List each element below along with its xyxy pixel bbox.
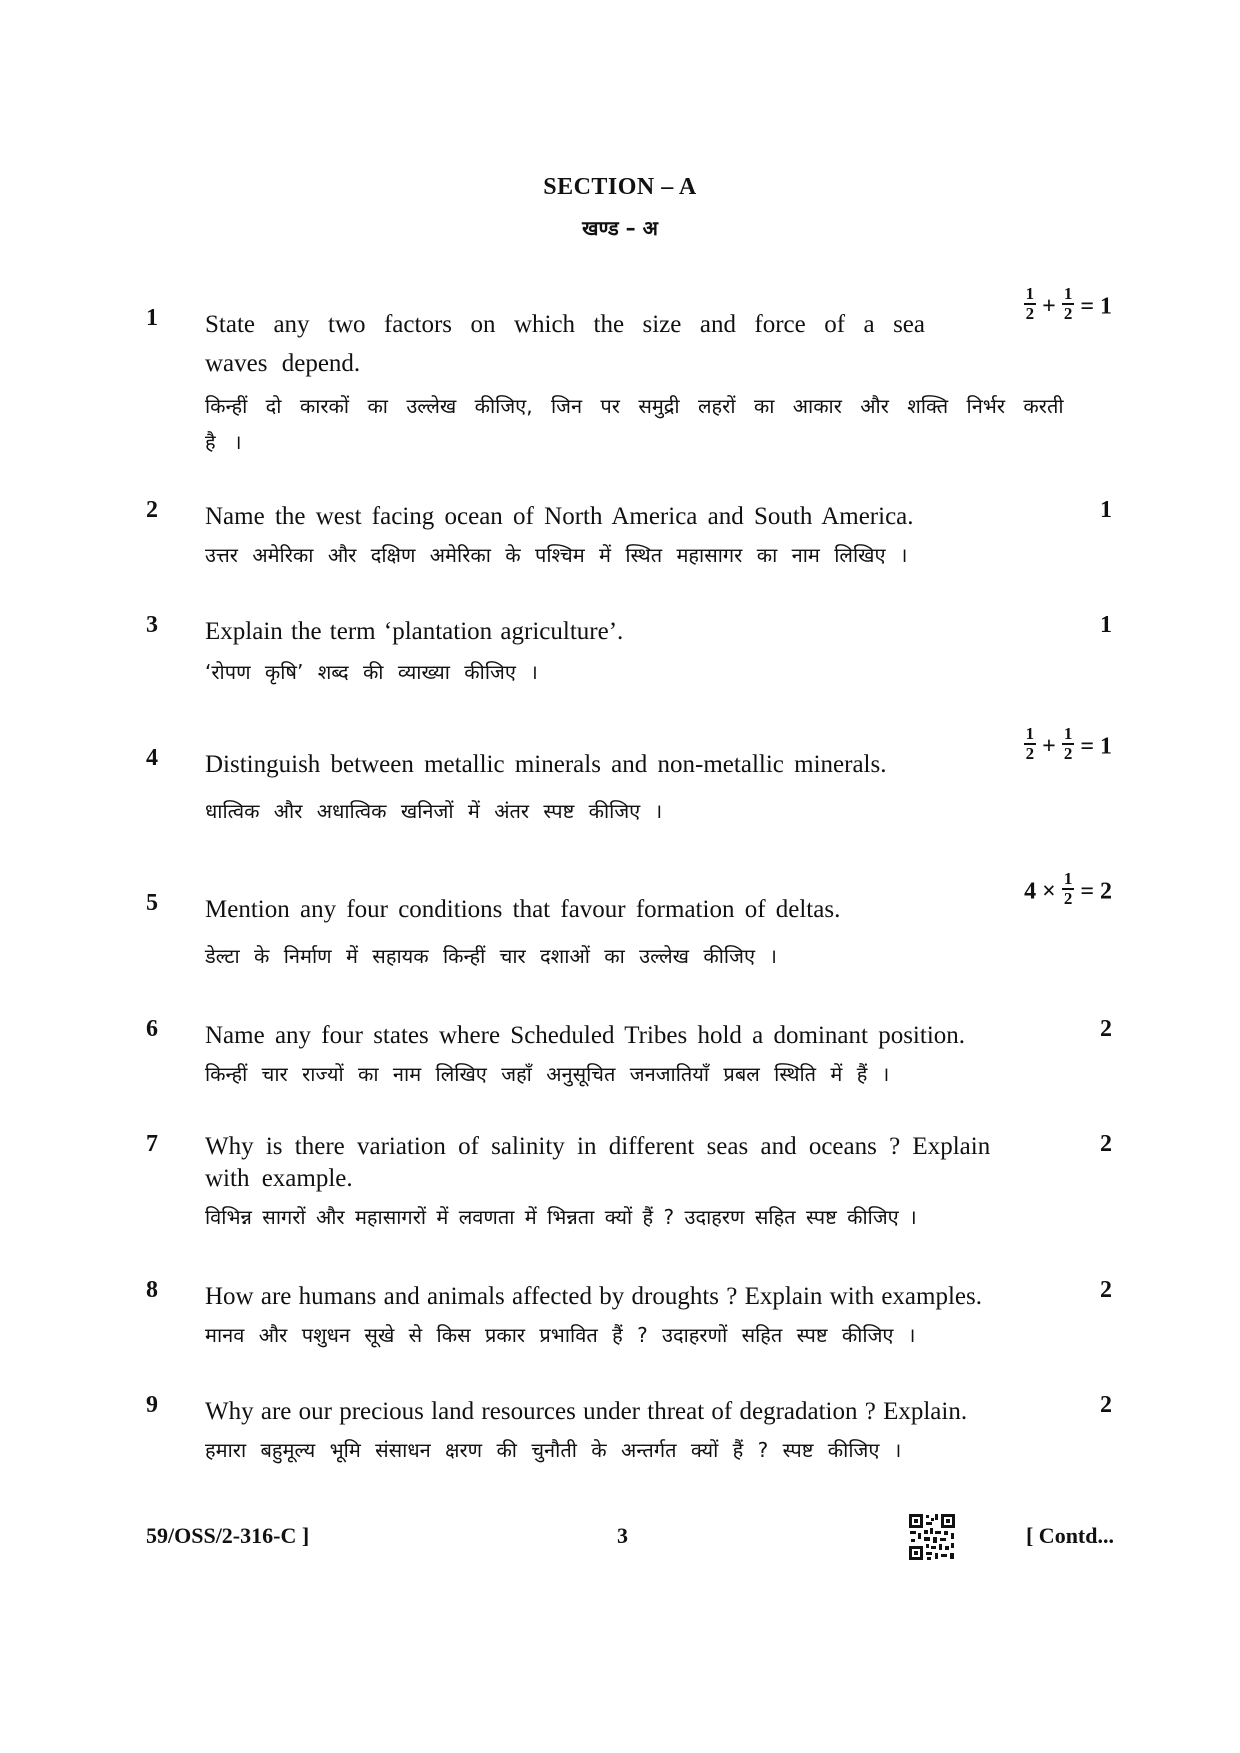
- question-number: 6: [146, 1016, 158, 1042]
- section-title-hindi: खण्ड – अ: [582, 216, 658, 240]
- question-text-hindi: ‘रोपण कृषि’ शब्द की व्याख्या कीजिए ।: [205, 660, 538, 684]
- question-marks: 2: [1100, 1277, 1112, 1303]
- qr-code-icon: [908, 1513, 956, 1561]
- question-text-english: Why are our precious land resources under threat of degradation ? Explain.: [205, 1398, 968, 1425]
- question-marks: 2: [1100, 1016, 1112, 1042]
- question-text-english: Mention any four conditions that favour formation of deltas.: [205, 896, 841, 923]
- fraction-half: $\frac{1}{2}$: [1063, 869, 1073, 908]
- paper-code: 59/OSS/2-316-C ]: [146, 1523, 310, 1548]
- question-text-hindi: धात्विक और अधात्विक खनिजों में अंतर स्पष्ट कीजिए ।: [205, 799, 663, 823]
- question-number: 3: [146, 612, 158, 638]
- question-text-hindi: किन्हीं चार राज्यों का नाम लिखिए जहाँ अनुसूचित जनजातियाँ प्रबल स्थिति में हैं ।: [205, 1062, 890, 1086]
- question-text-hindi: किन्हीं दो कारकों का उल्लेख कीजिए, जिन पर समुद्री लहरों का आकार और शक्ति निर्भर करती है ।: [205, 394, 1064, 454]
- question-marks: $\frac{1}{2}$ + $\frac{1}{2}$ = 1: [1025, 724, 1112, 763]
- question-number: 7: [146, 1131, 158, 1157]
- question-number: 4: [146, 745, 158, 771]
- continued-label: [ Contd...: [1025, 1523, 1114, 1548]
- question-text-hindi: विभिन्न सागरों और महासागरों में लवणता में भिन्नता क्यों हैं ? उदाहरण सहित स्पष्ट कीजिए ।: [205, 1205, 917, 1229]
- question-text-hindi: मानव और पशुधन सूखे से किस प्रकार प्रभावित हैं ? उदाहरणों सहित स्पष्ट कीजिए ।: [205, 1323, 916, 1347]
- question-text-hindi: डेल्टा के निर्माण में सहायक किन्हीं चार दशाओं का उल्लेख कीजिए ।: [205, 944, 777, 968]
- question-text-english: Distinguish between metallic minerals and non-metallic minerals.: [205, 751, 887, 778]
- fraction-half: $\frac{1}{2}$: [1025, 284, 1035, 323]
- question-marks: 1: [1100, 497, 1112, 523]
- question-text-english: How are humans and animals affected by droughts ? Explain with examples.: [205, 1283, 982, 1310]
- question-text-english: Explain the term ‘plantation agriculture’.: [205, 618, 624, 645]
- page-number: 3: [617, 1523, 628, 1548]
- question-text-english: State any two factors on which the size and force of a sea waves depend.: [205, 311, 925, 377]
- section-title: SECTION – A: [543, 174, 697, 200]
- fraction-half: $\frac{1}{2}$: [1063, 724, 1073, 763]
- fraction-half: $\frac{1}{2}$: [1025, 724, 1035, 763]
- question-marks: 4 × $\frac{1}{2}$ = 2: [1024, 869, 1112, 908]
- question-marks: 1: [1100, 612, 1112, 638]
- question-marks: 2: [1100, 1131, 1112, 1157]
- question-text-hindi: हमारा बहुमूल्य भूमि संसाधन क्षरण की चुनौती के अन्तर्गत क्यों हैं ? स्पष्ट कीजिए ।: [205, 1438, 902, 1462]
- question-number: 5: [146, 890, 158, 916]
- question-marks: $\frac{1}{2}$ + $\frac{1}{2}$ = 1: [1025, 284, 1112, 323]
- question-number: 1: [146, 305, 158, 331]
- fraction-half: $\frac{1}{2}$: [1063, 284, 1073, 323]
- question-text-english: Why is there variation of salinity in different seas and oceans ? Explain with example.: [205, 1133, 991, 1192]
- question-marks: 2: [1100, 1392, 1112, 1418]
- question-number: 2: [146, 497, 158, 523]
- question-number: 9: [146, 1392, 158, 1418]
- question-text-english: Name any four states where Scheduled Tribes hold a dominant position.: [205, 1022, 966, 1049]
- question-text-hindi: उत्तर अमेरिका और दक्षिण अमेरिका के पश्चिम में स्थित महासागर का नाम लिखिए ।: [205, 543, 908, 567]
- question-number: 8: [146, 1277, 158, 1303]
- question-text-english: Name the west facing ocean of North America and South America.: [205, 503, 914, 530]
